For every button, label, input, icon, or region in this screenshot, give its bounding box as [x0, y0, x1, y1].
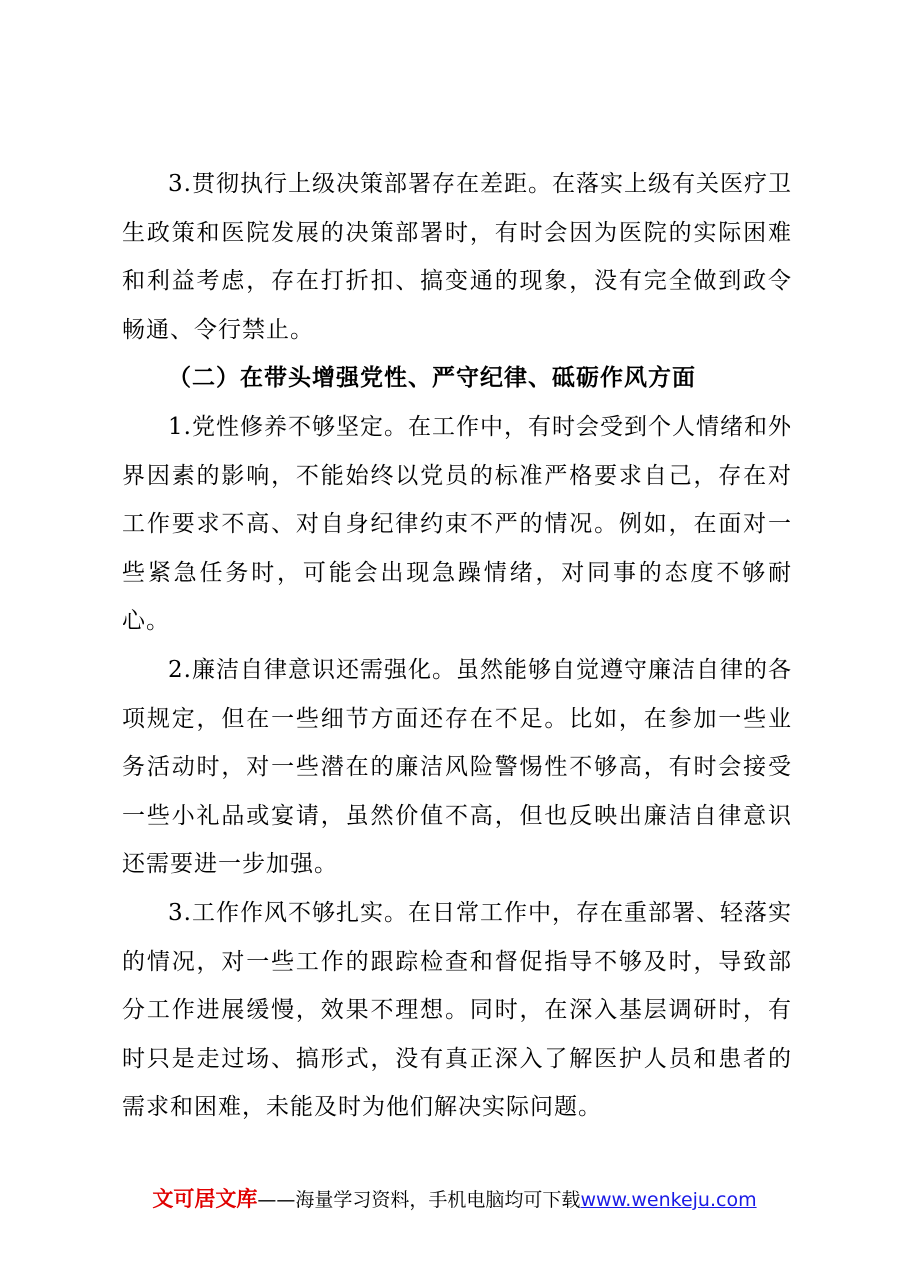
paragraph-item-2: 2.廉洁自律意识还需强化。虽然能够自觉遵守廉洁自律的各项规定，但在一些细节方面还存在不足。比如，在参加一些业务活动时，对一些潜在的廉洁风险警惕性不够高，有时会接受一些小礼品或宴请，虽然价值不高，但也反映出廉洁自律意识还需要进一步加强。	[122, 656, 792, 878]
section-heading-2: （二）在带头增强党性、严守纪律、砥砺作风方面	[168, 364, 696, 392]
paragraph-item-3-2: 3.工作作风不够扎实。在日常工作中，存在重部署、轻落实的情况，对一些工作的跟踪检查和督促指导不够及时，导致部分工作进展缓慢，效果不理想。同时，在深入基层调研时，有时只是走过场、搞形式，没有真正深入了解医护人员和患者的需求和困难，未能及时为他们解决实际问题。	[122, 899, 792, 1121]
footer-brand: 文可居文库	[152, 1187, 258, 1211]
footer-link[interactable]: www.wenkeju.com	[580, 1189, 757, 1211]
paragraph-item-1: 1.党性修养不够坚定。在工作中，有时会受到个人情绪和外界因素的影响，不能始终以党员的标准严格要求自己，存在对工作要求不高、对自身纪律约束不严的情况。例如，在面对一些紧急任务时，可能会出现急躁情绪，对同事的态度不够耐心。	[122, 413, 792, 635]
footer-slogan: ——海量学习资料，手机电脑均可下载	[257, 1189, 581, 1211]
document-body	[122, 160, 792, 1132]
paragraph-item-3-1: 3.贯彻执行上级决策部署存在差距。在落实上级有关医疗卫生政策和医院发展的决策部署时，有时会因为医院的实际困难和利益考虑，存在打折扣、搞变通的现象，没有完全做到政令畅通、令行禁止。	[122, 171, 792, 343]
footer-banner	[0, 1183, 909, 1213]
